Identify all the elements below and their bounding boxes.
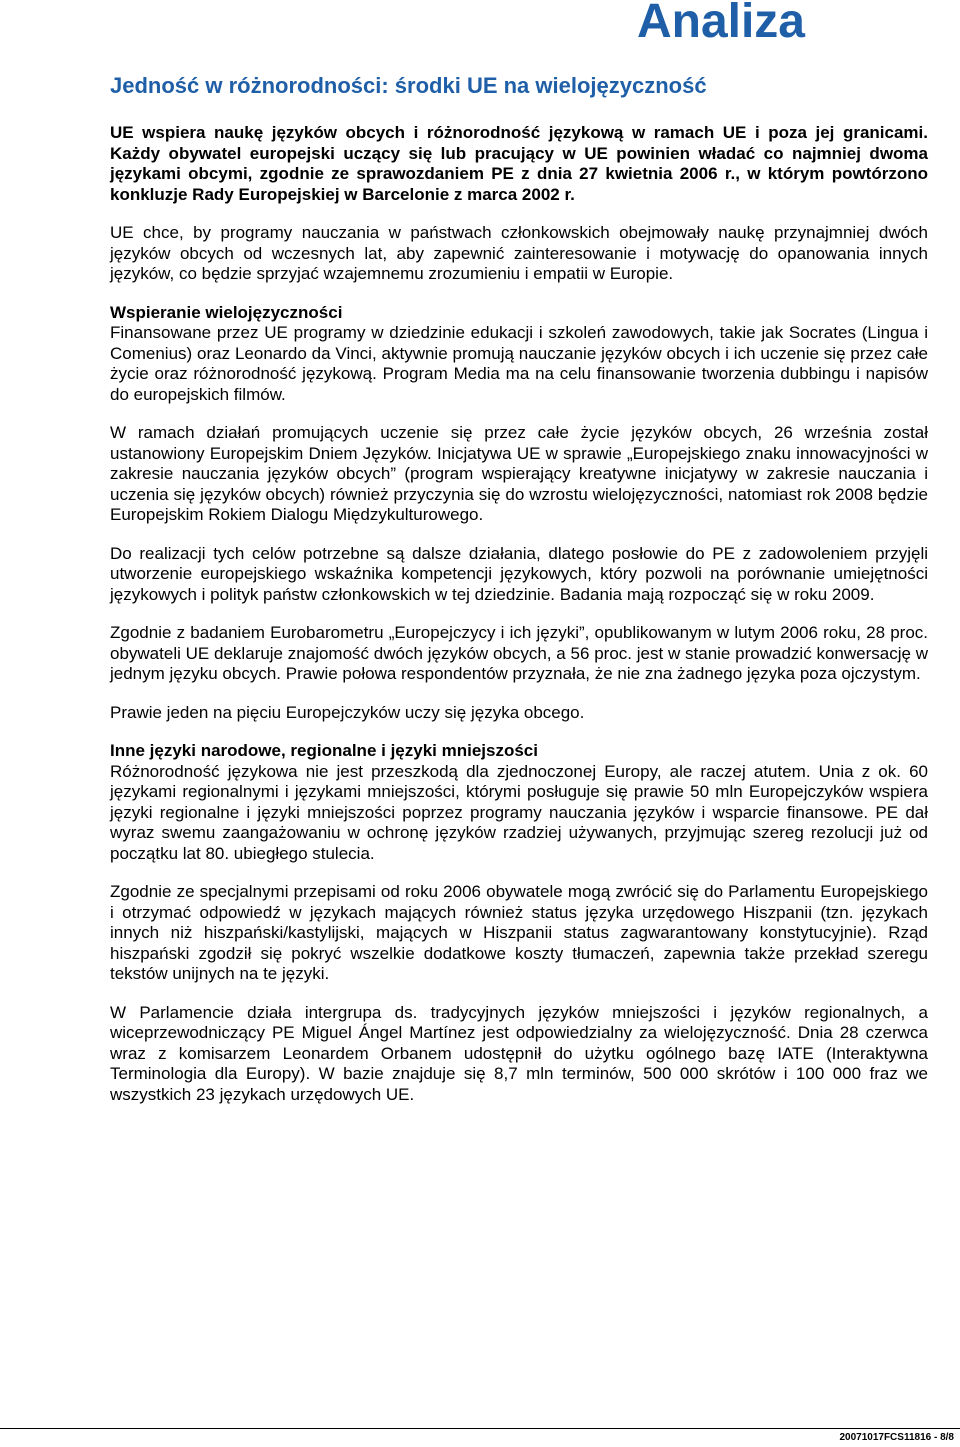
article-body: [110, 123, 928, 1123]
paragraph-2: Finansowane przez UE programy w dziedzinie edukacji i szkoleń zawodowych, takie jak Socrates (Lingua i Comenius) oraz Leonardo da Vinci, aktywnie promują nauczanie języków obcych i ich uczenie się przez całe życie oraz różnorodność językową. Program Media ma na celu finansowanie tworzenia dubbingu i napisów do europejskich filmów.: [110, 323, 928, 404]
footer-divider: [0, 1428, 960, 1429]
paragraph-4: Do realizacji tych celów potrzebne są dalsze działania, dlatego posłowie do PE z zadowoleniem przyjęli utworzenie europejskiego wskaźnika kompetencji językowych, który pozwoli na porównanie umiejętności językowych i polityk państw członkowskich w tej dziedzinie. Badania mają rozpocząć się w roku 2009.: [110, 543, 928, 604]
paragraph-6: Prawie jeden na pięciu Europejczyków uczy się języka obcego.: [110, 702, 585, 722]
section-label: Analiza: [636, 0, 805, 48]
article-title: Jedność w różnorodności: środki UE na wielojęzyczność: [110, 73, 707, 98]
paragraph-7: Różnorodność językowa nie jest przeszkodą dla zjednoczonej Europy, ale raczej atutem. Unia z ok. 60 językami regionalnymi i językami mniejszości, którymi posługuje się prawie 50 mln Europejczyków wspiera języki regionalne i języki mniejszości poprzez programy nauczania języków i wsparcie finansowe. PE dał wyraz swemu zaangażowaniu w ochronę języków rzadziej używanych, przyjmując szereg rezolucji już od początku lat 80. ubiegłego stulecia.: [110, 761, 928, 863]
paragraph-3: W ramach działań promujących uczenie się przez całe życie języków obcych, 26 września został ustanowiony Europejskim Dniem Języków. Inicjatywa UE w sprawie „Europejskiego znaku innowacyjności w zakresie nauczania języków obcych” (program wspierający kreatywne inicjatywy w zakresie nauczania i uczenia się języków obcych) również przyczynia się do wzrostu wielojęzyczności, natomiast rok 2008 będzie Europejskim Rokiem Dialogu Międzykulturowego.: [110, 423, 928, 524]
paragraph-8: Zgodnie ze specjalnymi przepisami od roku 2006 obywatele mogą zwrócić się do Parlamentu Europejskiego i otrzymać odpowiedź w językach mających również status języka urzędowego Hiszpanii (tzn. językach innych niż hiszpański/kastylijski, mających w Hiszpanii status zagwarantowany konstytucyjnie). Rząd hiszpański zgodził się pokryć wszelkie dodatkowe koszty tłumaczeń, zapewnia także przekład szeregu tekstów unijnych na te języki.: [110, 882, 928, 983]
paragraph-9: W Parlamencie działa intergrupa ds. tradycyjnych języków mniejszości i języków regionalnych, a wiceprzewodniczący PE Miguel Ángel Martínez jest odpowiedzialny za wielojęzyczność. Dnia 28 czerwca wraz z komisarzem Leonardem Orbanem udostępnił do użytku ogólnego bazę IATE (Interaktywna Terminologia dla Europy). W bazie znajduje się 8,7 mln terminów, 500 000 skrótów i 100 000 fraz we wszystkich 23 językach urzędowych UE.: [110, 1002, 928, 1104]
footer-reference: 20071017FCS11816 - 8/8: [839, 1432, 954, 1443]
section-heading-regional-languages: Inne języki narodowe, regionalne i języki mniejszości: [110, 741, 538, 760]
paragraph-1: UE chce, by programy nauczania w państwach członkowskich obejmowały naukę przynajmniej dwóch języków obcych od wczesnych lat, aby zapewnić zainteresowanie i motywację do opanowania innych języków, co będzie sprzyjać wzajemnemu zrozumieniu i empatii w Europie.: [110, 223, 928, 283]
section-heading-multilingualism: Wspieranie wielojęzyczności: [110, 302, 343, 322]
intro-paragraph: UE wspiera naukę języków obcych i różnorodność językową w ramach UE i poza jej granicami. Każdy obywatel europejski uczący się lub pracujący w UE powinien władać co najmniej dwoma językami obcymi, zgodnie ze sprawozdaniem PE z dnia 27 kwietnia 2006 r., w którym powtórzono konkluzje Rady Europejskiej w Barcelonie z marca 2002 r.: [110, 123, 928, 204]
paragraph-5: Zgodnie z badaniem Eurobarometru „Europejczycy i ich języki”, opublikowanym w lutym 2006 roku, 28 proc. obywateli UE deklaruje znajomość dwóch języków obcych, a 56 proc. jest w stanie prowadzić konwersację w jednym języku obcych. Prawie połowa respondentów przyznała, że nie zna żadnego języka poza ojczystym.: [110, 623, 928, 683]
